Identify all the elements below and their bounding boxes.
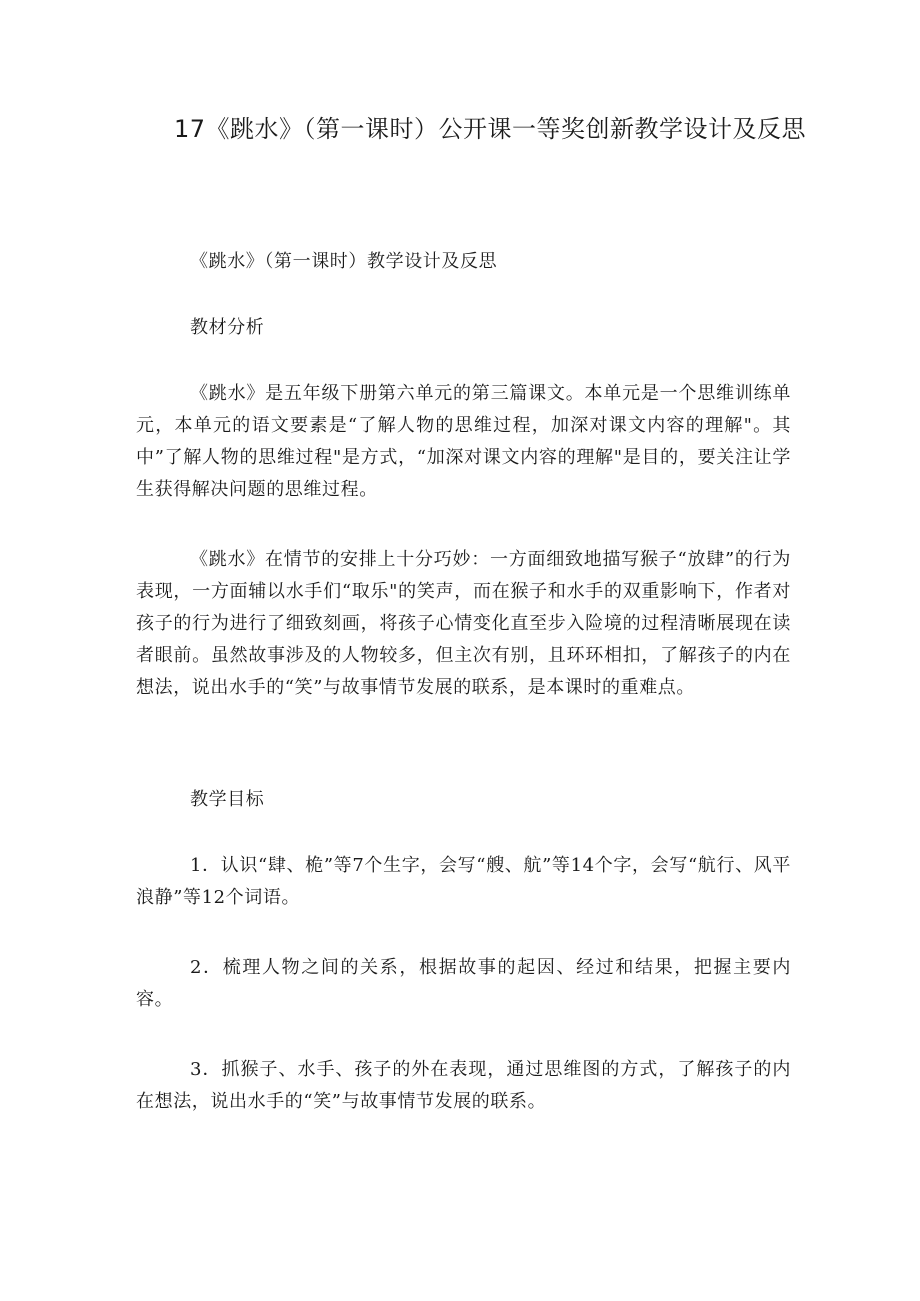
goal-item: 3．抓猴子、水手、孩子的外在表现，通过思维图的方式，了解孩子的内在想法，说出水手的“笑”与故事情节发展的联系。 — [136, 1059, 791, 1112]
section-heading-goals: 教学目标 — [190, 789, 265, 810]
goal-item: 1．认识“肆、桅”等7个生字，会写“艘、航”等14个字，会写“航行、风平浪静”等12个词语。 — [136, 855, 791, 908]
goal-item: 2．梳理人物之间的关系，根据故事的起因、经过和结果，把握主要内容。 — [136, 957, 791, 1010]
document-title: 17《跳水》（第一课时）公开课一等奖创新教学设计及反思 — [173, 115, 807, 143]
section-heading-material: 教材分析 — [190, 317, 265, 338]
document-subtitle: 《跳水》（第一课时）教学设计及反思 — [190, 251, 498, 272]
material-paragraph: 《跳水》在情节的安排上十分巧妙：一方面细致地描写猴子“放肆”的行为表现，一方面辅以水手们“取乐"的笑声，而在猴子和水手的双重影响下，作者对孩子的行为进行了细致刻画，将孩子心情变化直至步入险境的过程清晰展现在读者眼前。虽然故事涉及的人物较多，但主次有别，且环环相扣，了解孩子的内在想法，说出水手的“笑”与故事情节发展的联系，是本课时的重难点。 — [136, 549, 791, 698]
material-paragraph: 《跳水》是五年级下册第六单元的第三篇课文。本单元是一个思维训练单元，本单元的语文要素是“了解人物的思维过程，加深对课文内容的理解"。其中”了解人物的思维过程"是方式，“加深对课文内容的理解"是目的，要关注让学生获得解决问题的思维过程。 — [136, 383, 791, 500]
